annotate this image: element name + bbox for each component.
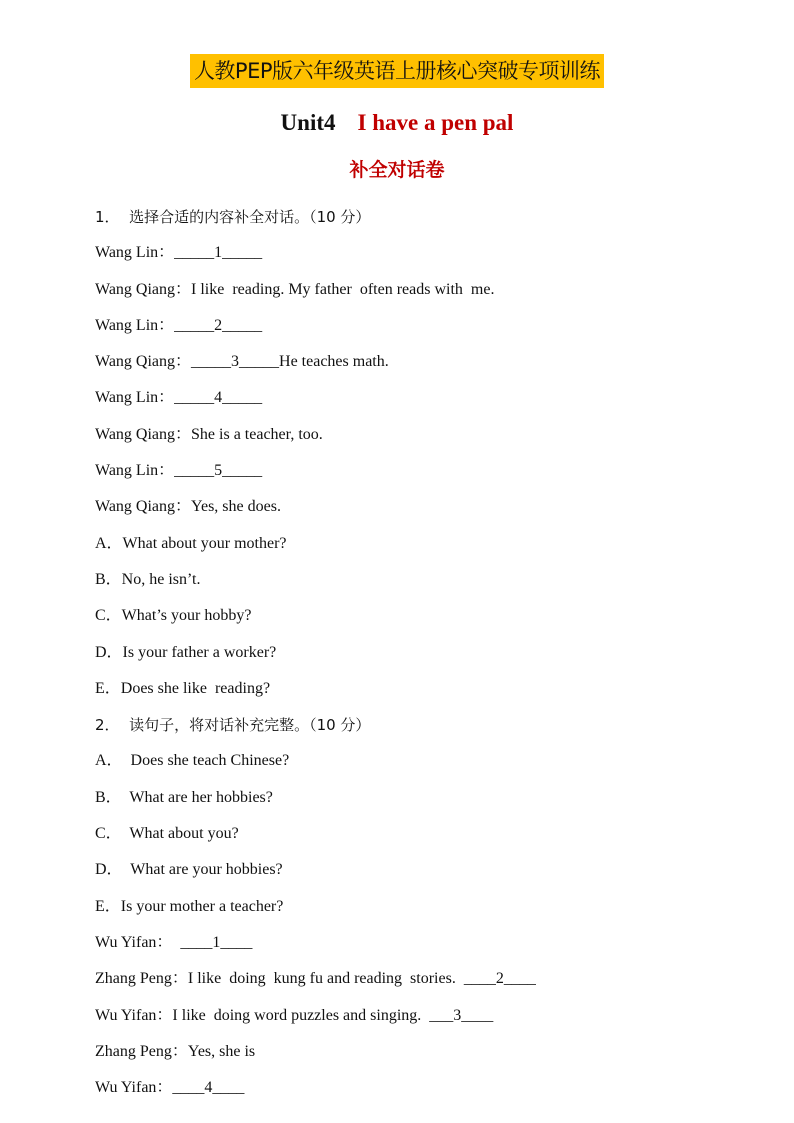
- worksheet-body: [95, 204, 755, 1111]
- option-line: C．What’s your hobby?: [95, 607, 252, 625]
- document-banner: 人教PEP版六年级英语上册核心突破专项训练: [190, 54, 604, 88]
- unit-heading: [0, 108, 794, 138]
- dialogue-line: Wang Lin：_____2_____: [95, 316, 263, 334]
- unit-number: Unit4: [280, 110, 336, 135]
- dialogue-line: Wang Lin：_____5_____: [95, 462, 263, 480]
- dialogue-line: Wang Qiang：She is a teacher, too.: [95, 425, 323, 443]
- worksheet-subtitle: 补全对话卷: [349, 159, 445, 181]
- section2-instruction: 2． 读句子，将对话补充完整。（10 分）: [95, 716, 371, 735]
- dialogue-line: Wang Qiang：I like reading. My father often reads with me.: [95, 280, 495, 298]
- dialogue-line: Wu Yifan：I like doing word puzzles and singing. ___3____: [95, 1006, 494, 1024]
- option-line: E．Is your mother a teacher?: [95, 897, 284, 915]
- option-line: C． What about you?: [95, 825, 239, 843]
- option-line: D．Is your father a worker?: [95, 643, 277, 661]
- option-line: B．No, he isn’t.: [95, 570, 201, 588]
- dialogue-line: Wang Qiang：Yes, she does.: [95, 498, 281, 516]
- dialogue-line: Wang Qiang：_____3_____He teaches math.: [95, 353, 389, 371]
- option-line: A．What about your mother?: [95, 534, 287, 552]
- section1-instruction: 1． 选择合适的内容补全对话。（10 分）: [95, 208, 371, 226]
- dialogue-line: Wu Yifan： ____1____: [95, 933, 253, 951]
- dialogue-line: Wang Lin：_____4_____: [95, 389, 263, 407]
- unit-title: I have a pen pal: [357, 110, 514, 135]
- option-line: E．Does she like reading?: [95, 679, 271, 697]
- banner-wrapper: [0, 54, 794, 88]
- option-line: B． What are her hobbies?: [95, 788, 273, 806]
- dialogue-line: Zhang Peng：I like doing kung fu and reading stories. ____2____: [95, 970, 536, 988]
- dialogue-line: Wang Lin：_____1_____: [95, 244, 263, 262]
- dialogue-line: Zhang Peng：Yes, she is: [95, 1042, 256, 1060]
- dialogue-line: Wu Yifan：____4____: [95, 1079, 245, 1097]
- option-line: A． Does she teach Chinese?: [95, 752, 290, 770]
- option-line: D． What are your hobbies?: [95, 861, 283, 879]
